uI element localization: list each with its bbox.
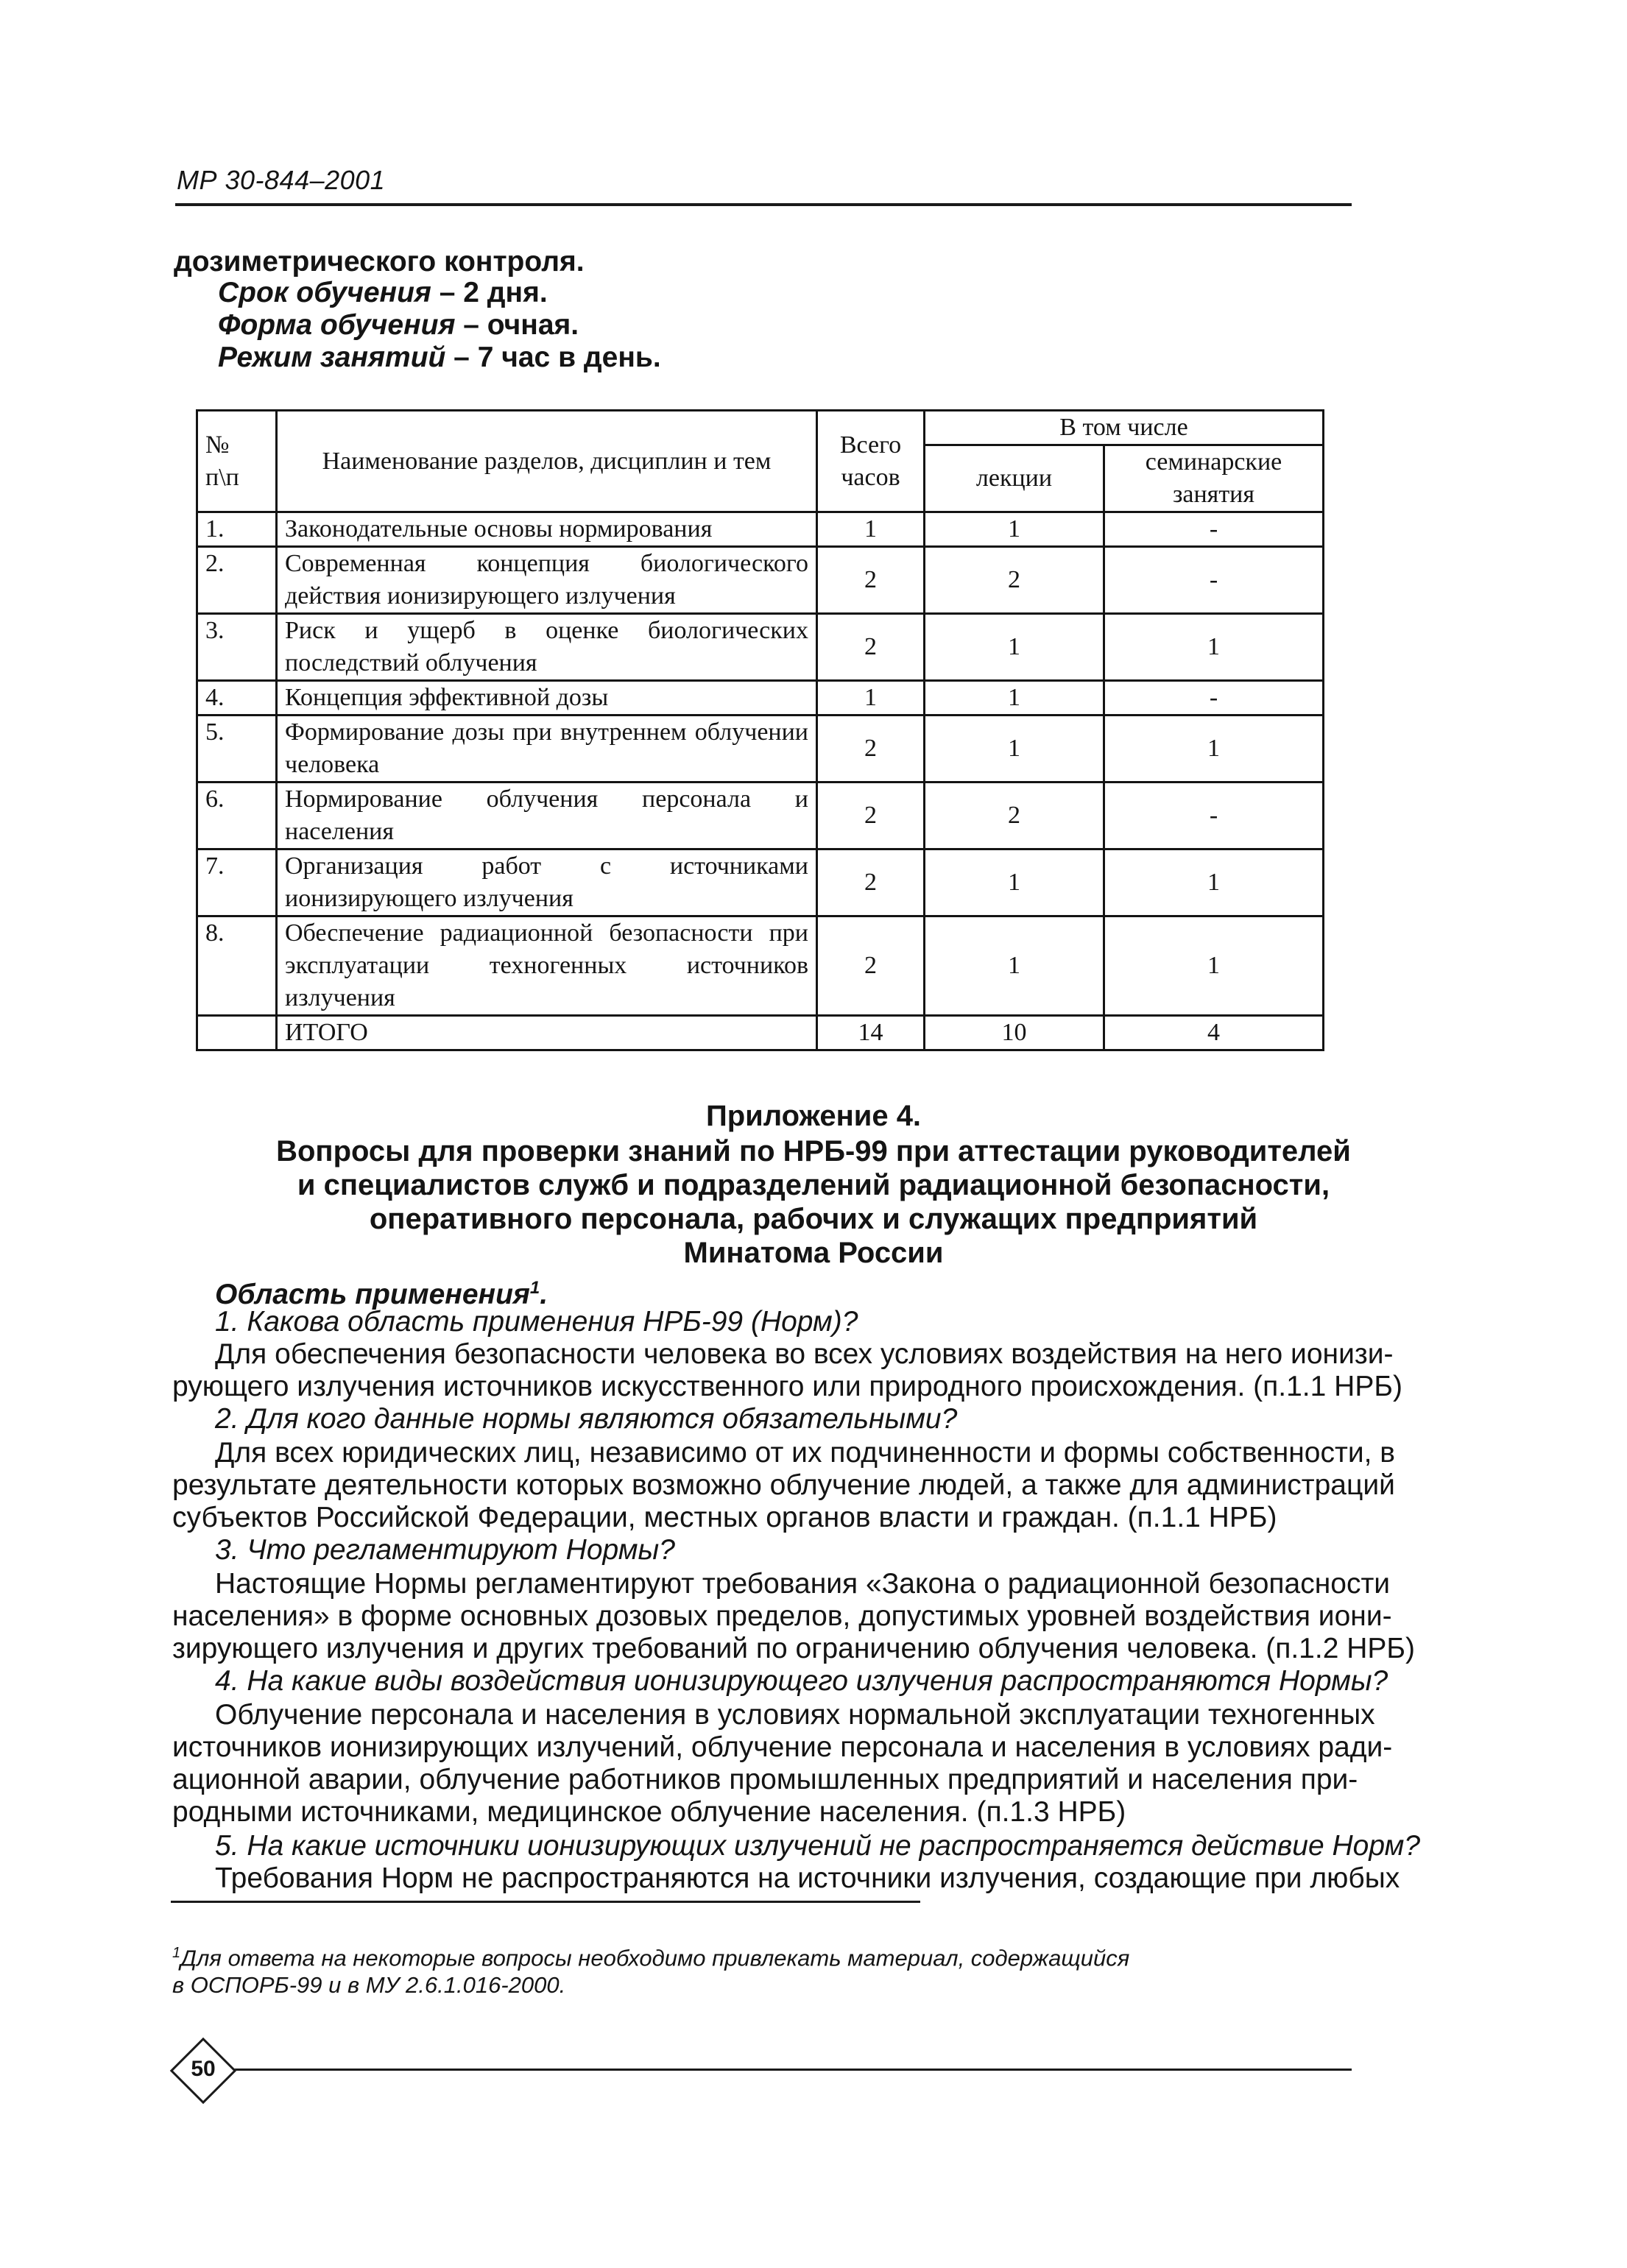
footnote-mark: 1 <box>172 1945 181 1961</box>
total-num <box>197 1016 277 1050</box>
row-total: 2 <box>817 916 925 1016</box>
total-hours: 14 <box>817 1016 925 1050</box>
answer-line: рующего излучения источников искусственного или природного происхождения. (п.1.1 НРБ) <box>172 1371 1402 1402</box>
answer-line: Для обеспечения безопасности человека во всех условиях воздействия на него ионизи- <box>215 1338 1394 1370</box>
row-num: 6. <box>197 783 277 849</box>
question: 4. На какие виды воздействия ионизирующего излучения распространяются Нормы? <box>215 1665 1388 1697</box>
scope-label: Область применения <box>215 1279 530 1310</box>
row-num: 8. <box>197 916 277 1016</box>
row-name: Современная концепция биологического действия ионизирующего излучения <box>277 547 817 614</box>
row-name: Нормирование облучения персонала и населения <box>277 783 817 849</box>
appendix-subtitle-line: оперативного персонала, рабочих и служащих предприятий <box>369 1203 1258 1235</box>
training-term-value: – 2 дня. <box>431 277 548 308</box>
training-form-value: – очная. <box>455 309 579 341</box>
row-lectures: 2 <box>925 547 1104 614</box>
row-name: Обеспечение радиационной безопасности при эксплуатации техногенных источников излучения <box>277 916 817 1016</box>
row-total: 1 <box>817 512 925 547</box>
question: 5. На какие источники ионизирующих излучений не распространяется действие Норм? <box>215 1830 1421 1862</box>
row-lectures: 1 <box>925 916 1104 1016</box>
appendix-subtitle-line: Минатома России <box>683 1237 944 1269</box>
appendix-subtitle-line: и специалистов служб и подразделений радиационной безопасности, <box>297 1169 1330 1201</box>
footnote-line <box>172 1937 1129 1974</box>
answer-line: родными источниками, медицинское облучение населения. (п.1.3 НРБ) <box>172 1796 1126 1828</box>
table-row <box>197 849 1324 916</box>
answer-line: Для всех юридических лиц, независимо от их подчиненности и формы собственности, в <box>215 1437 1396 1469</box>
row-seminars: 1 <box>1104 716 1324 783</box>
header-total: Всего часов <box>817 411 925 512</box>
row-lectures: 1 <box>925 849 1104 916</box>
header-num: № п\п <box>197 411 277 512</box>
training-form <box>218 308 579 343</box>
training-form-label: Форма обучения <box>218 309 456 341</box>
question: 2. Для кого данные нормы являются обязательными? <box>215 1403 958 1435</box>
answer-line: Требования Норм не распространяются на источники излучения, создающие при любых <box>215 1862 1400 1894</box>
header-rule <box>175 203 1352 206</box>
header-name: Наименование разделов, дисциплин и тем <box>277 411 817 512</box>
row-lectures: 1 <box>925 614 1104 681</box>
training-mode-label: Режим занятий <box>218 342 446 373</box>
row-total: 2 <box>817 716 925 783</box>
table-row <box>197 614 1324 681</box>
row-seminars: - <box>1104 547 1324 614</box>
row-num: 3. <box>197 614 277 681</box>
row-total: 2 <box>817 783 925 849</box>
row-num: 7. <box>197 849 277 916</box>
answer-line: результате деятельности которых возможно облучение людей, а также для администраций <box>172 1469 1395 1501</box>
intro-line: дозиметрического контроля. <box>174 246 585 278</box>
row-name: Организация работ с источниками ионизирующего излучения <box>277 849 817 916</box>
training-term <box>218 275 548 311</box>
row-seminars: - <box>1104 681 1324 716</box>
answer-line: населения» в форме основных дозовых пределов, допустимых уровней воздействия иони- <box>172 1600 1392 1632</box>
training-mode <box>218 340 661 375</box>
answer-line: субъектов Российской Федерации, местных органов власти и граждан. (п.1.1 НРБ) <box>172 1502 1277 1533</box>
table-row <box>197 716 1324 783</box>
header-including: В том числе <box>925 411 1324 445</box>
row-name: Риск и ущерб в оценке биологических последствий облучения <box>277 614 817 681</box>
training-mode-value: – 7 час в день. <box>445 342 661 373</box>
row-lectures: 2 <box>925 783 1104 849</box>
page-number: 50 <box>191 2057 216 2081</box>
appendix-subtitle-line: Вопросы для проверки знаний по НРБ-99 при аттестации руководителей <box>276 1135 1351 1167</box>
training-term-label: Срок обучения <box>218 277 431 308</box>
row-lectures: 1 <box>925 512 1104 547</box>
answer-line: ационной аварии, облучение работников промышленных предприятий и населения при- <box>172 1764 1358 1795</box>
row-lectures: 1 <box>925 716 1104 783</box>
row-total: 2 <box>817 547 925 614</box>
document-code: МР 30-844–2001 <box>177 165 386 195</box>
row-name: Концепция эффективной дозы <box>277 681 817 716</box>
table-row <box>197 547 1324 614</box>
footnote-rule <box>171 1901 920 1903</box>
table-total-row <box>197 1016 1324 1050</box>
row-num: 5. <box>197 716 277 783</box>
row-seminars: - <box>1104 783 1324 849</box>
question: 1. Какова область применения НРБ-99 (Норм)? <box>215 1306 858 1338</box>
table-row <box>197 512 1324 547</box>
header-seminars: семинарские занятия <box>1104 445 1324 512</box>
answer-line: источников ионизирующих излучений, облучение персонала и населения в условиях ради- <box>172 1731 1393 1763</box>
row-total: 1 <box>817 681 925 716</box>
row-seminars: 1 <box>1104 849 1324 916</box>
row-num: 4. <box>197 681 277 716</box>
total-seminars: 4 <box>1104 1016 1324 1050</box>
row-total: 2 <box>817 614 925 681</box>
table-row <box>197 783 1324 849</box>
footnote-ref: 1 <box>529 1278 540 1298</box>
question: 3. Что регламентируют Нормы? <box>215 1534 675 1566</box>
appendix-title: Приложение 4. <box>705 1100 922 1132</box>
course-table <box>196 409 1324 1051</box>
footnote-line: в ОСПОРБ-99 и в МУ 2.6.1.016-2000. <box>172 1972 566 1998</box>
row-num: 2. <box>197 547 277 614</box>
row-lectures: 1 <box>925 681 1104 716</box>
answer-line: зирующего излучения и других требований по ограничению облучения человека. (п.1.2 НРБ) <box>172 1633 1415 1664</box>
row-name: Законодательные основы нормирования <box>277 512 817 547</box>
total-label: ИТОГО <box>277 1016 817 1050</box>
row-total: 2 <box>817 849 925 916</box>
table-row <box>197 916 1324 1016</box>
row-seminars: 1 <box>1104 614 1324 681</box>
row-name: Формирование дозы при внутреннем облучении человека <box>277 716 817 783</box>
row-seminars: 1 <box>1104 916 1324 1016</box>
footnote-text: Для ответа на некоторые вопросы необходимо привлекать материал, содержащийся <box>180 1945 1130 1971</box>
answer-line: Настоящие Нормы регламентируют требования «Закона о радиационной безопасности <box>215 1568 1391 1600</box>
header-lectures: лекции <box>925 445 1104 512</box>
row-num: 1. <box>197 512 277 547</box>
footer-rule <box>221 2069 1352 2071</box>
total-lectures: 10 <box>925 1016 1104 1050</box>
answer-line: Облучение персонала и населения в условиях нормальной эксплуатации техногенных <box>215 1699 1375 1731</box>
scope-dot: . <box>540 1279 548 1310</box>
row-seminars: - <box>1104 512 1324 547</box>
table-row <box>197 681 1324 716</box>
